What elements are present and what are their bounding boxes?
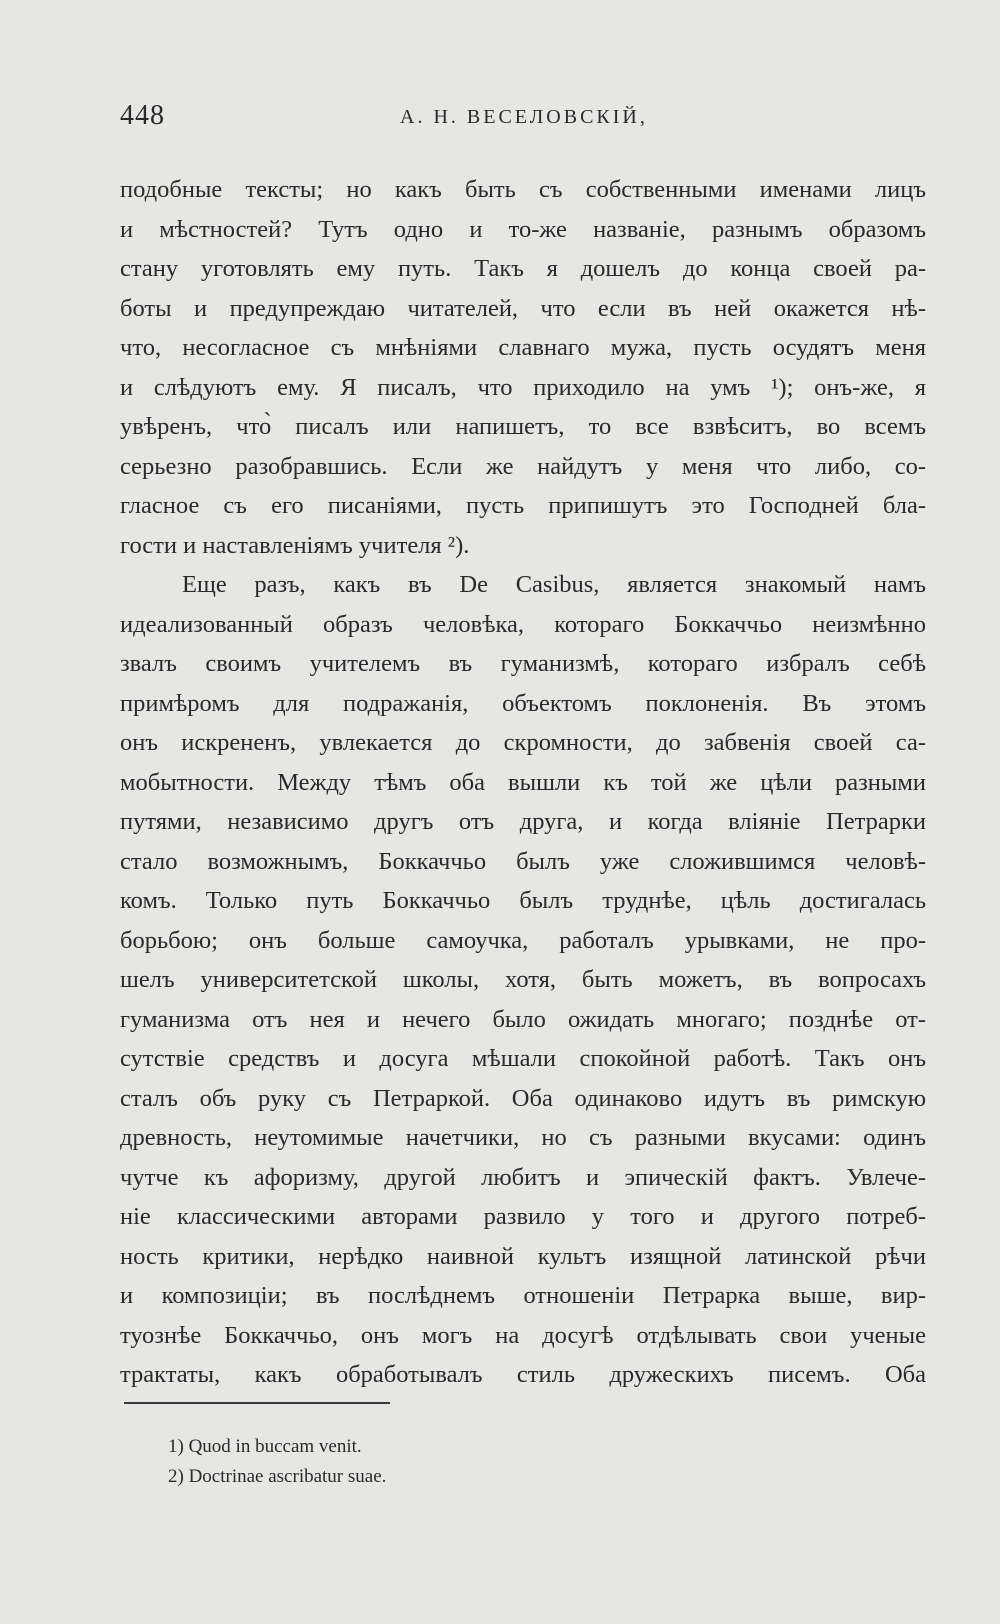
footnotes	[168, 1432, 768, 1492]
text-line: идеализованный образъ человѣка, котораго Боккаччьо неизмѣнно	[120, 610, 926, 638]
text-line: ніе классическими авторами развило у того и другого потреб-	[120, 1203, 926, 1230]
text-line: звалъ своимъ учителемъ въ гуманизмѣ, котораго избралъ себѣ	[120, 650, 926, 677]
text-line: примѣромъ для подражанія, объектомъ поклоненія. Въ этомъ	[120, 689, 926, 717]
text-line: стану уготовлять ему путь. Такъ я дошелъ до конца своей ра-	[120, 255, 926, 282]
text-line: комъ. Только путь Боккаччьо былъ труднѣе, цѣль достигалась	[120, 887, 926, 914]
text-line: увѣренъ, что̀ писалъ или напишетъ, то все взвѣситъ, во всемъ	[120, 413, 926, 440]
text-line: подобные тексты; но какъ быть съ собственными именами лицъ	[120, 176, 926, 203]
text-line: гласное съ его писаніями, пусть припишутъ это Господней бла-	[120, 492, 926, 519]
text-line: чутче къ афоризму, другой любитъ и эпическій фактъ. Увлече-	[120, 1163, 926, 1191]
text-line: серьезно разобравшись. Если же найдутъ у меня что либо, со-	[120, 452, 926, 480]
text-line: гости и наставленіямъ учителя ²).	[120, 531, 470, 559]
text-line: путями, независимо другъ отъ друга, и когда вліяніе Петрарки	[120, 808, 926, 835]
footnote: 1) Quod in buccam venit.	[168, 1436, 362, 1457]
text-line: онъ искрененъ, увлекается до скромности, до забвенія своей са-	[120, 729, 926, 756]
text-line: борьбою; онъ больше самоучка, работалъ урывками, не про-	[120, 926, 926, 954]
footnote: 2) Doctrinae ascribatur suae.	[168, 1466, 387, 1487]
text-line: боты и предупреждаю читателей, что если въ ней окажется нѣ-	[120, 294, 926, 322]
text-line: Еще разъ, какъ въ De Casibus, является знакомый намъ	[182, 571, 926, 598]
text-line: гуманизма отъ нея и нечего было ожидать многаго; позднѣе от-	[120, 1005, 926, 1033]
text-line: сталъ объ руку съ Петраркой. Оба одинаково идутъ въ римскую	[120, 1084, 926, 1112]
text-line: туознѣе Боккаччьо, онъ могъ на досугѣ отдѣлывать свои ученые	[120, 1321, 926, 1349]
text-line: и слѣдуютъ ему. Я писалъ, что приходило на умъ ¹); онъ-же, я	[120, 373, 926, 401]
text-line: сутствіе средствъ и досуга мѣшали спокойной работѣ. Такъ онъ	[120, 1045, 926, 1072]
body-text	[120, 170, 926, 1395]
text-line: и композиціи; въ послѣднемъ отношеніи Петрарка выше, вир-	[120, 1282, 926, 1309]
text-line: трактаты, какъ обработывалъ стиль дружескихъ писемъ. Оба	[120, 1361, 926, 1388]
text-line: и мѣстностей? Тутъ одно и то-же названіе, разнымъ образомъ	[120, 215, 926, 243]
text-line: шелъ университетской школы, хотя, быть можетъ, въ вопросахъ	[120, 966, 926, 993]
text-line: древность, неутомимые начетчики, но съ разными вкусами: одинъ	[120, 1124, 926, 1151]
footnote-divider	[124, 1402, 390, 1404]
page-number: 448	[120, 100, 165, 131]
running-head	[120, 100, 920, 140]
text-line: мобытности. Между тѣмъ оба вышли къ той же цѣли разными	[120, 768, 926, 796]
text-line: стало возможнымъ, Боккаччьо былъ уже сложившимся человѣ-	[120, 847, 926, 875]
text-line: что, несогласное съ мнѣніями славнаго мужа, пусть осудятъ меня	[120, 334, 926, 361]
text-line: ность критики, нерѣдко наивной культъ изящной латинской рѣчи	[120, 1242, 926, 1270]
running-title: А. Н. ВЕСЕЛОВСКІЙ,	[400, 106, 648, 128]
